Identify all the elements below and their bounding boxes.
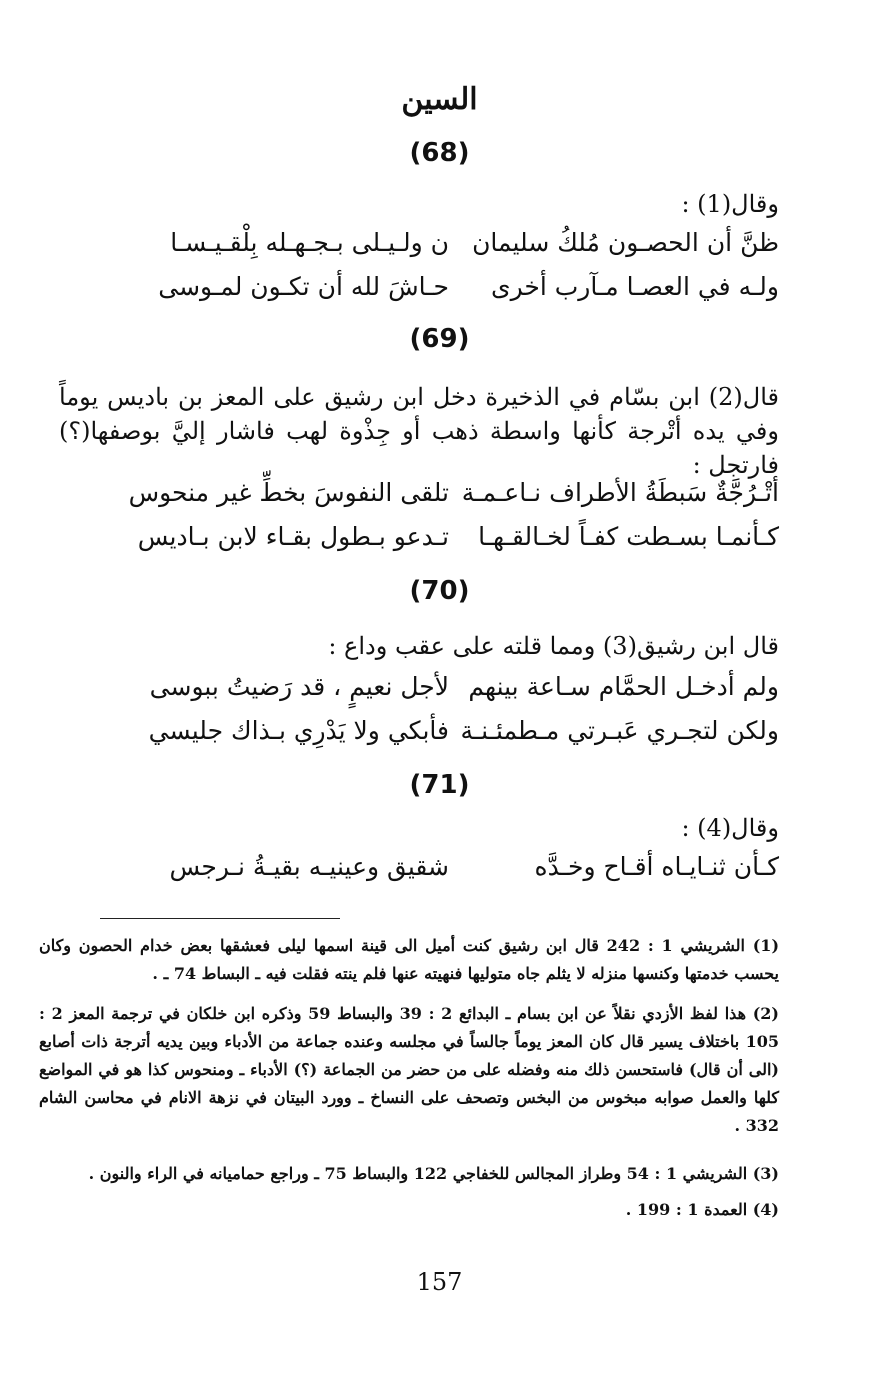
section-number: (69) [409, 324, 470, 354]
verse-first-hemistich: ولم أدخـل الحمَّام سـاعة بينهم [468, 672, 779, 701]
verse-first-hemistich: ولـه في العصـا مـآرب أخرى [491, 272, 779, 301]
verse-second-hemistich: حـاشَ لله أن تكـون لمـوسى [158, 272, 449, 301]
verse-second-hemistich: تلقى النفوسَ بخطِّ غير منحوس [128, 478, 449, 507]
section-intro: وقال(1) : [681, 190, 779, 218]
section-number: (68) [409, 138, 470, 168]
verse-second-hemistich: تـدعو بـطول بقـاء لابن بـاديس [137, 522, 449, 551]
section-intro: قال(2) ابن بسّام في الذخيرة دخل ابن رشيق على المعز بن باديس يوماً وفي يده أتْرجة كأنها واسطة ذهب أو جِذْوة لهب فاشار إليَّ بوصفها(؟) فارتجل : [59, 383, 779, 479]
chapter-title: السين [401, 82, 478, 117]
verse-second-hemistich: ن ولـيـلى بـجـهـله بِلْقـيـسـا [170, 228, 449, 257]
page-number: 157 [416, 1268, 463, 1296]
verse-first-hemistich: كـأنمـا بسـطت كفـاً لخـالقـهـا [478, 522, 779, 551]
verse-second-hemistich: لأجل نعيمٍ ، قد رَضيتُ ببوسى [149, 672, 449, 701]
verse-second-hemistich: شقيق وعينيـه بقيـةُ نـرجس [169, 852, 449, 881]
verse-second-hemistich: فأبكي ولا يَدْرِي بـذاك جليسي [148, 716, 449, 745]
footnote-4: (4) العمدة 1 : 199 . [625, 1200, 779, 1219]
verse-first-hemistich: كـأن ثنـايـاه أقـاح وخـدَّه [534, 852, 779, 881]
verse-first-hemistich: أتْـرُجَّةٌ سَبطَةُ الأطراف نـاعـمـة [461, 478, 779, 507]
section-intro: وقال(4) : [681, 814, 779, 842]
section-intro: قال ابن رشيق(3) ومما قلته على عقب وداع : [328, 632, 779, 660]
verse-first-hemistich: ولكن لتجـري عَبـرتي مـطمئـنـة [460, 716, 779, 745]
section-number: (70) [409, 576, 470, 606]
footnote-2: (2) هذا لفظ الأزدي نقلاً عن ابن بسام ـ البدائع 2 : 39 والبساط 59 وذكره ابن خلكان في ترجمة المعز 2 : 105 باختلاف يسير قال كان المعز يوماً جالساً في مجلسه وعنده جماعة من الأدباء وبين يديه أترجة ذات أصابع (الى أن قال) فاستحسن ذلك منه وفضله على من حضر من الجماعة (؟) الأدباء ـ ومنحوس كذا هو في المواضع كلها والعمل صوابه مبخوس من البخس وتصحف على النساخ ـ وورد البيتان في نزهة الانام في محاسن الشام 332 . [39, 1004, 780, 1135]
footnote-1: (1) الشريشي 1 : 242 قال ابن رشيق كنت أميل الى قينة اسمها ليلى فعشقها بعض خدام الحصون وكان يحسب خدمتها وكنسها منزله لا يثلم جاه متوليها فنهيته عنها فلم ينته فقلت فيه ـ البساط 74 ـ . [39, 936, 780, 983]
footnote-separator [100, 918, 340, 919]
footnote-3: (3) الشريشي 1 : 54 وطراز المجالس للخفاجي 122 والبساط 75 ـ وراجع حماميانه في الراء والنون . [88, 1164, 779, 1183]
section-number: (71) [409, 770, 470, 800]
verse-first-hemistich: ظنَّ أن الحصـون مُلكُ سليمان [472, 228, 779, 257]
